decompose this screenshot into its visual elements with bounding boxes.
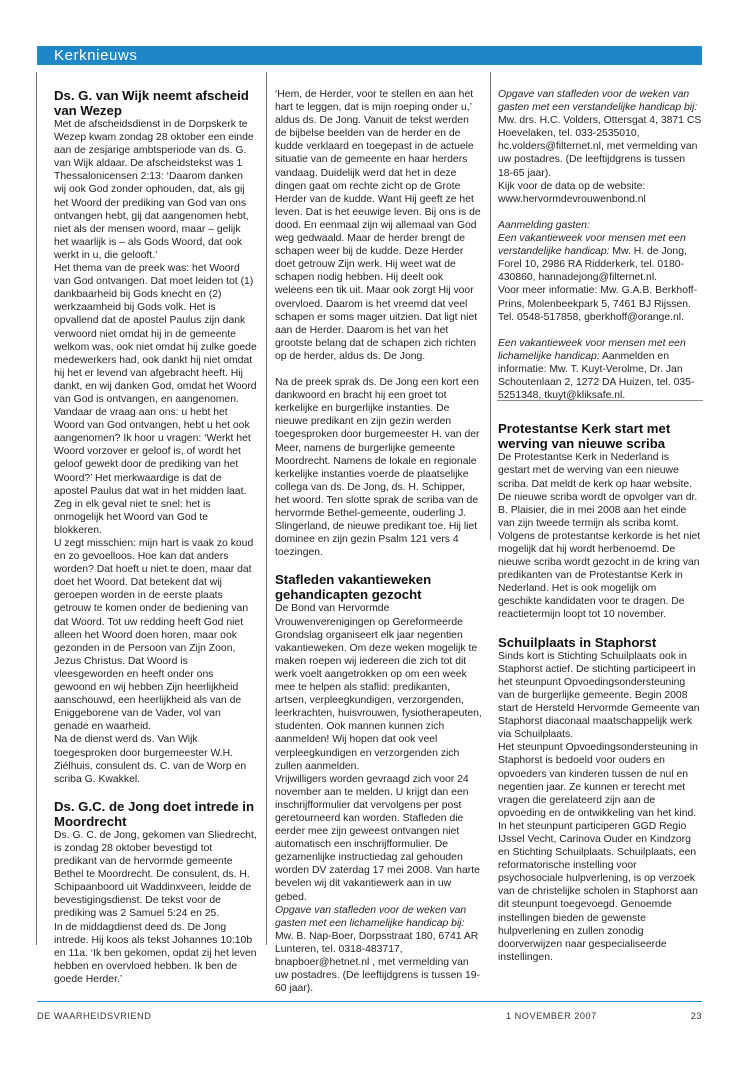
- column-rule-middle: [266, 72, 267, 945]
- article-paragraph: Ds. G. C. de Jong, gekomen van Sliedrecht, is zondag 28 oktober bevestigd tot predikant van de hervormde gemeente Bethel te Moordrecht. De consulent, ds. H. Schipaanboord uit Waddinxveen, leidde de bevestigingsdienst. De tekst voor de prediking was 2 Samuel 5:24 en 25.: [54, 829, 257, 920]
- article-paragraph: Kijk voor de data op de website:: [498, 180, 646, 192]
- column-2: [275, 88, 482, 995]
- paragraph-label: Een vakantieweek voor mensen met een lichamelijke handicap:: [498, 337, 686, 362]
- paragraph-text: Mw. drs. H.C. Volders, Ottersgat 4, 3871 CS Hoevelaken, tel. 033-2535010, hc.volders@filternet.nl, met vermelding van uw postadres. (De leeftijdgrens is tussen 18-65 jaar).: [498, 115, 702, 179]
- paragraph-text: Mw. H. de Jong, Forel 10, 2986 RA Ridderkerk, tel. 0180-430860, hannadejong@filternet.nl.: [498, 246, 687, 284]
- column-rule-left: [36, 72, 37, 945]
- article-paragraph: Na de preek sprak ds. De Jong een kort een dankwoord en bracht hij een groet tot kerkelijke en burgerlijke instanties. De nieuwe predikant en zijn gezin werden toegesproken door burgemeester H. van der Meer, namens de burgerlijke gemeente Moordrecht. Namens de lokale en regionale kerkelijke instanties voerde de plaatselijke collega van ds. De Jong, ds. H. Schipper, het woord. Ten slotte sprak de scriba van de hervormde Bethel-gemeente, ouderling J. Slingerland, de nieuwe predikant toe. Hij liet dominee en zijn gezin Psalm 121 vers 4 toezingen.: [275, 377, 480, 559]
- footer-publication: DE WAARHEIDSVRIEND: [37, 1011, 152, 1021]
- paragraph-text: Aanmelden en informatie: Mw. T. Kuyt-Verolme, Dr. Jan Schoutenlaan 2, 1272 DA Huizen, tel. 035-5251348, tkuyt@kliksafe.nl.: [498, 350, 695, 402]
- article-title: Ds. G. van Wijk neemt afscheid van Wezep: [54, 88, 249, 118]
- website-url: www.hervormdevrouwenbond.nl: [498, 193, 646, 205]
- article-paragraph: Na de dienst werd ds. Van Wijk toegesproken door burgemeester W.H. Ziélhuis, consulent ds. C. van de Worp en scriba G. Kwakkel.: [54, 734, 247, 785]
- article-title: Ds. G.C. de Jong doet intrede in Moordrecht: [54, 798, 255, 829]
- article-paragraph: Vandaar de vraag aan ons: u hebt het Woord van God ontvangen, hebt u het ook aangenomen? Ik hoor u vragen: ‘Werkt het Woord vorzover er geloof is, of wordt het geloof gewekt door de prediking van het Woord?’ Het merkwaardige is dat de apostel Paulus dat wat in het midden laat. Zeg in elk geval niet te snel: het is onmogelijk het Woord van God te blokkeren.: [54, 407, 251, 536]
- article-paragraph: [498, 232, 703, 284]
- article-paragraph: [275, 904, 482, 996]
- article-paragraph: Voor meer informatie: Mw. G.A.B. Berkhoff-Prins, Molenbeekpark 5, 7461 BJ Rijssen. Tel. 0548-517858, gberkhoff@orange.nl.: [498, 285, 698, 323]
- article-paragraph: De Protestantse Kerk in Nederland is gestart met de werving van een nieuwe scriba. Dat meldt de kerk op haar website. De nieuwe scriba wordt de opvolger van dr. B. Plaisier, die in mei 2008 aan het einde van zijn tweede termijn als scriba komt. Volgens de protestantse kerkorde is het niet mogelijk dat hij wordt herbenoemd. De nieuwe scriba wordt gezocht in de kring van predikanten van de Protestantse Kerk in Nederland. Het is ook mogelijk om geschikte kandidaten voor te dragen. De reactietermijn loopt tot 10 november.: [498, 452, 701, 621]
- article-paragraph: Vrijwilligers worden gevraagd zich voor 24 november aan te melden. U krijgt dan een inschrijfformulier dat vervolgens per post geretourneerd kan worden. Stafleden die eerder mee zijn geweest ontvangen niet automatisch een inschrijfformulier. De gezamenlijke instructiedag zal gehouden worden DV zaterdag 17 mei 2008. Van harte bevelen wij dit vakantiewerk aan in uw gebed.: [275, 773, 480, 903]
- footer-date: 1 NOVEMBER 2007: [506, 1011, 597, 1021]
- section-header-title: Kerknieuws: [54, 47, 138, 64]
- article-title: Schuilplaats in Staphorst: [498, 634, 657, 650]
- article-paragraph: In de middagdienst deed ds. De Jong intrede. Hij koos als tekst Johannes 10:10b en 11a. ‘Ik ben gekomen, opdat zij het leven hebben en overvloed hebben. Ik ben de goede Herder.’: [54, 921, 257, 985]
- article-paragraph: U zegt misschien: mijn hart is vaak zo koud en zo gevoelloos. Hoe kan dat anders worden? Dat hoeft u niet te doen, maar dat doet het Woord. Dat betekent dat wij geroepen worden in de eerste plaats getrouw te komen onder de bediening van dat Woord. Tot uw redding heeft God niet alleen het Woord doen horen, maar ook gezonden in de Persoon van Zijn Zoon, Jezus Christus. Dat Woord is vleesgeworden en heeft onder ons gewoond en wij hebben Zijn heerlijkheid aanschouwd, een heerlijkheid als van de Eniggeborene van de Vader, vol van genade en waarheid.: [54, 538, 254, 733]
- paragraph-text: Mw. B. Nap-Boer, Dorpsstraat 180, 6741 AR Lunteren, tel. 0318-483717, bnapboer@hetnet.nl , met vermelding van uw postadres. (De leeftijdgrens is tussen 19-60 jaar).: [275, 930, 481, 995]
- article-paragraph: [498, 337, 703, 402]
- article-paragraph: De Bond van Hervormde Vrouwenverenigingen op Gereformeerde Grondslag organiseert elk jaar negentien vakantieweken. Om deze weken mogelijk te maken roepen wij iedereen die zich tot dit werk voelt aangetrokken op om een week mee te helpen als staflid: predikanten, artsen, verpleegkundigen, verzorgenden, leerkrachten, huisvrouwen, fysiotherapeuten, studenten. Ook mannen kunnen zich aanmelden! Wij hopen dat ook veel verpleegkundigen en verzorgenden zich zullen aanmelden.: [275, 603, 482, 772]
- column-rule-right: [490, 72, 491, 540]
- article-title: Stafleden vakantieweken gehandicapten gezocht: [275, 572, 432, 603]
- paragraph-label: Opgave van stafleden voor de weken van gasten met een lichamelijke handicap bij:: [275, 904, 467, 929]
- article-title: Protestantse Kerk start met werving van nieuwe scriba: [498, 421, 671, 452]
- paragraph-label: Aanmelding gasten:: [498, 219, 590, 231]
- footer-rule: [37, 1001, 702, 1002]
- article-paragraph: ‘Hem, de Herder, voor te stellen en aan het hart te leggen, dat is mijn roeping onder u,’ aldus ds. De Jong. Vanuit de tekst werden de bijbelse beelden van de herder en de kudde verklaard en toegepast in de actuele situatie van de gemeente en haar herders vandaag. Duidelijk werd dat het in deze dingen gaat om rechte zicht op de Grote Herder van de kudde. Want Hij geeft ze het leven. Dat is het eeuwige leven. Bij ons is de dood. En eenmaal zijn wij allemaal van God weg gedwaald. Maar de herder brengt de schapen weer bij de kudde. Deze Herder doet getrouw Zijn werk. Hij weet wat de schapen nodig hebben. Hij deelt ook weleens een tik uit. Maar ook zorgt Hij voor overvloed. Daarom is het vreemd dat veel schapen er soms mager uitzien. Dat ligt niet aan de Herder. Daarom is het van het grootste belang dat de schapen zich richten op de herder, aldus ds. De Jong.: [275, 89, 481, 362]
- paragraph-label: Een vakantieweek voor mensen met een verstandelijke handicap:: [498, 233, 686, 258]
- article-paragraph: Met de afscheidsdienst in de Dorpskerk te Wezep kwam zondag 28 oktober een einde aan de zesjarige ambtsperiode van ds. G. van Wijk aldaar. De afscheidstekst was 1 Thessalonicensen 2:13: ‘Daarom danken wij ook God zonder ophouden, dat, als gij het Woord der prediking van God van ons ontvangen hebt, gij dat aangenomen hebt, niet als der mensen woord, maar – gelijk het waarlijk is – als Gods Woord, dat ook werkt in u, die gelooft.’: [54, 119, 254, 261]
- column-1: [54, 88, 257, 985]
- article-paragraph: In het steunpunt participeren GGD Regio IJssel Vecht, Carinova Ouder en Kindzorg en Stichting Schuilplaats. Schuilplaats, een reformatorische instelling voor psychosociale hulpverlening, is op verzoek van de christelijke scholen in Staphorst aan dit steunpunt toegevoegd. Genoemde instellingen bieden de gewenste hulpverlening en zullen zonodig doorverwijzen naar gespecialiseerde instellingen.: [498, 820, 698, 963]
- article-paragraph: [498, 88, 703, 180]
- article-paragraph: Sinds kort is Stichting Schuilplaats ook in Staphorst actief. De stichting participeert in het steunpunt Opvoedingsondersteuning van de burgerlijke gemeente. Begin 2008 start de Hersteld Hervormde Gemeente van Staphorst diaconaal maatschappelijk werk via Schuilplaats.: [498, 650, 700, 741]
- article-paragraph: Het steunpunt Opvoedingsondersteuning in Staphorst is bedoeld voor ouders en opvoeders van kinderen tussen de nul en negentien jaar. Ze kunnen er terecht met vragen die gerelateerd zijn aan de opvoeding en de ontwikkeling van het kind.: [498, 742, 698, 819]
- paragraph-label: Opgave van stafleden voor de weken van gasten met een verstandelijke handicap bij:: [498, 89, 698, 114]
- column-3: [498, 88, 703, 963]
- article-paragraph: Het thema van de preek was: het Woord van God ontvangen. Dat moet leiden tot (1) dankbaarheid bij Gods knecht en (2) werkzaamheid bij Gods volk. Het is opvallend dat de apostel Paulus zijn dank verwoord niet omdat hij in de gemeente welkom was, ook niet omdat hij zulke goede medewerkers had, ook dankt hij niet omdat hij het er levend van afgebracht heeft. Hij dankt, en wij danken God, omdat het Woord van God is ontvangen, en aangenomen.: [54, 263, 257, 405]
- footer-page-number: 23: [690, 1011, 702, 1021]
